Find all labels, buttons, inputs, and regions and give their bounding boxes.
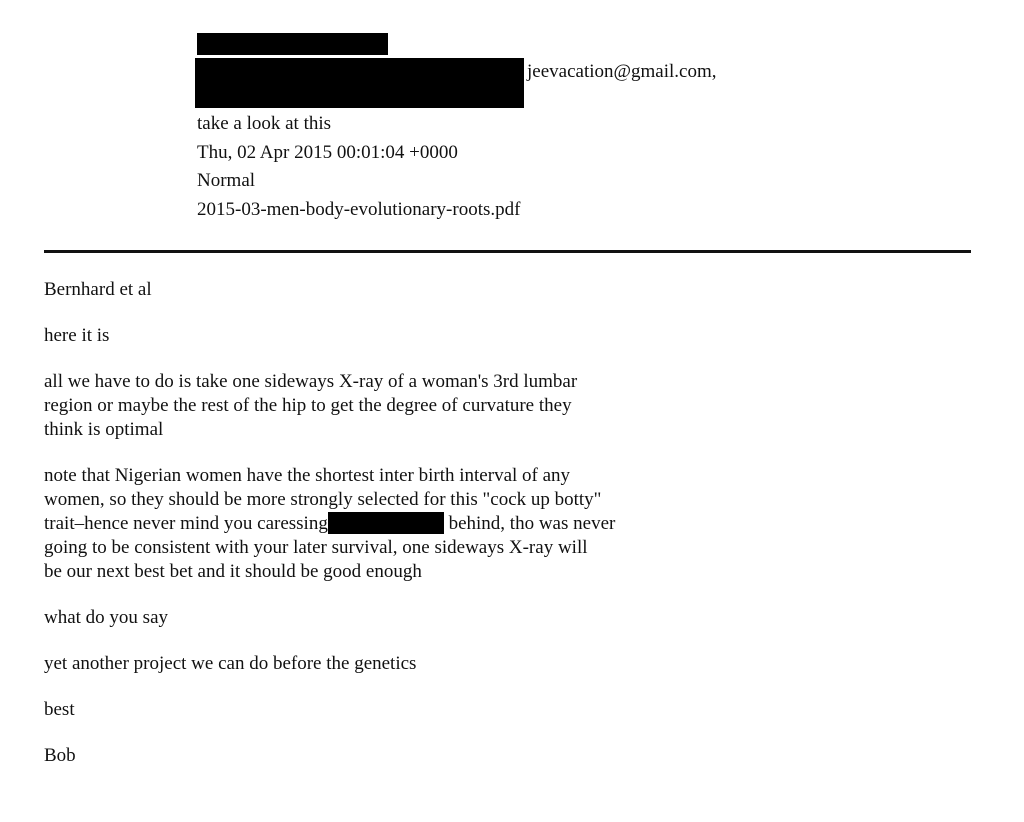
body-paragraph-3-line-4: going to be consistent with your later survival, one sideways X-ray will: [44, 537, 588, 558]
body-paragraph-3-line-1: note that Nigerian women have the shortest inter birth interval of any: [44, 465, 571, 486]
body-paragraph-6: best: [44, 699, 75, 720]
body-paragraph-3: [44, 464, 684, 584]
greeting: Bernhard et al: [44, 279, 152, 300]
body-paragraph-2: all we have to do is take one sideways X-ray of a woman's 3rd lumbar region or maybe the rest of the hip to get the degree of curvature they think is optimal: [44, 371, 578, 440]
date-value: Thu, 02 Apr 2015 00:01:04 +0000: [197, 142, 458, 163]
body-paragraph-3-line-3: [44, 512, 684, 536]
signature: Bob: [44, 745, 76, 766]
to-redaction: [195, 58, 524, 108]
header-divider: [44, 250, 971, 253]
email-body: [44, 278, 684, 790]
body-paragraph-3-line-3b: behind, tho was never: [443, 513, 616, 534]
body-paragraph-3-line-2: women, so they should be more strongly selected for this "cock up botty": [44, 489, 602, 510]
subject-value: take a look at this: [197, 113, 332, 134]
body-paragraph-1: here it is: [44, 325, 110, 346]
from-redaction: [197, 33, 388, 55]
body-paragraph-5: yet another project we can do before the genetics: [44, 653, 417, 674]
body-paragraph-3-line-5: be our next best bet and it should be good enough: [44, 561, 422, 582]
attachment-link[interactable]: 2015-03-men-body-evolutionary-roots.pdf: [197, 199, 521, 220]
body-paragraph-4: what do you say: [44, 607, 169, 628]
importance-value: Normal: [197, 170, 256, 191]
to-value: jeevacation@gmail.com,: [527, 61, 717, 82]
body-paragraph-3-line-3a: trait–hence never mind you caressing: [44, 513, 328, 534]
inline-redaction: [328, 512, 444, 534]
